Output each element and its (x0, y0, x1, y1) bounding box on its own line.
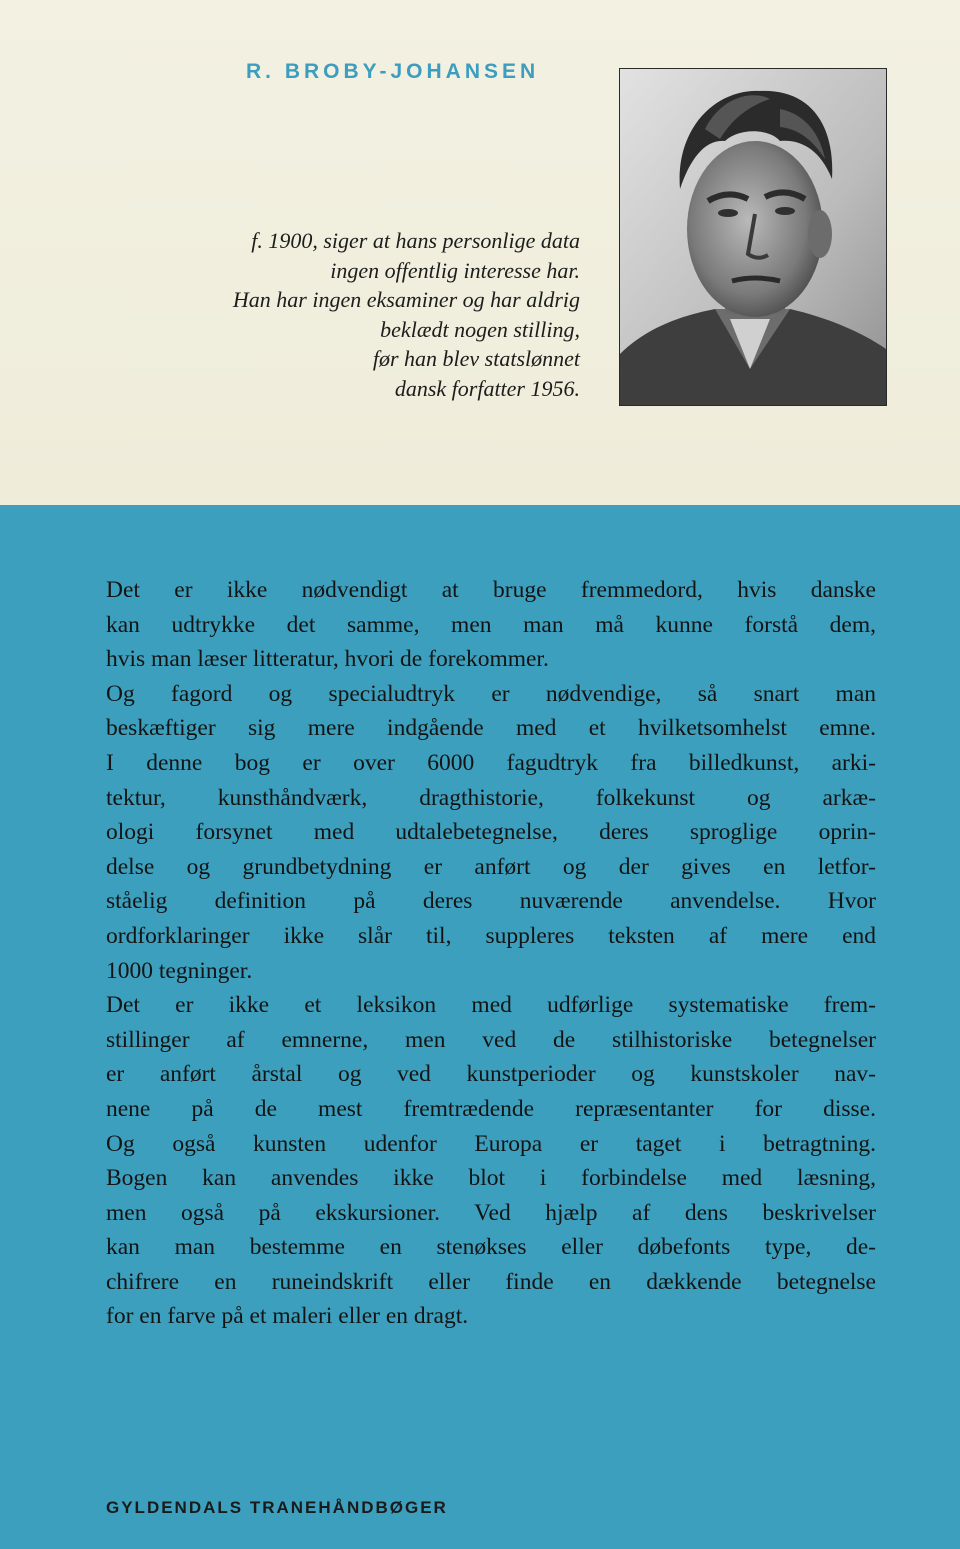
description-line: ordforklaringer ikke slår til, suppleres teksten af mere end (106, 922, 876, 949)
description-line: for en farve på et maleri eller en dragt. (106, 1303, 469, 1330)
description-line: chifrere en runeindskrift eller finde en dækkende betegnelse (106, 1268, 876, 1295)
bio-line: før han blev statslønnet (372, 346, 580, 371)
bio-line: Han har ingen eksaminer og har aldrig (232, 287, 580, 312)
description-line: Det er ikke nødvendigt at bruge fremmedord, hvis danske (106, 577, 876, 603)
description-line: Og også kunsten udenfor Europa er taget i betragtning. (106, 1130, 876, 1157)
description-line: beskæftiger sig mere indgående med et hvilketsomhelst emne. (106, 715, 876, 742)
description-line: kan man bestemme en stenøkses eller døbefonts type, de- (106, 1234, 876, 1261)
description-line: 1000 tegninger. (106, 957, 253, 984)
bio-line: ingen offentlig interesse har. (330, 257, 580, 283)
description-line: ståelig definition på deres nuværende anvendelse. Hvor (106, 888, 876, 915)
description-line: Det er ikke et leksikon med udførlige systematiske frem- (106, 992, 876, 1019)
author-name: R. BROBY-JOHANSEN (246, 60, 540, 83)
cream-top-panel (0, 0, 960, 505)
author-portrait-photo (619, 68, 887, 406)
book-description (106, 573, 876, 1334)
description-line: nene på de mest fremtrædende repræsentanter for disse. (106, 1095, 876, 1122)
description-line: I denne bog er over 6000 fagudtryk fra billedkunst, arki- (106, 749, 876, 776)
portrait-illustration (620, 69, 886, 405)
description-line: delse og grundbetydning er anført og der gives en letfor- (106, 853, 876, 880)
author-bio (180, 226, 580, 403)
description-line: hvis man læser litteratur, hvori de forekommer. (106, 646, 549, 673)
publisher-series: GYLDENDALS TRANEHÅNDBØGER (106, 1498, 448, 1517)
description-line: men også på ekskursioner. Ved hjælp af dens beskrivelser (106, 1199, 876, 1226)
description-line: er anført årstal og ved kunstperioder og kunstskoler nav- (106, 1061, 876, 1088)
description-line: ologi forsynet med udtalebetegnelse, deres sproglige oprin- (106, 819, 876, 846)
description-line: stillinger af emnerne, men ved de stilhistoriske betegnelser (106, 1026, 876, 1053)
bio-line: f. 1900, siger at hans personlige data (251, 228, 580, 253)
description-line: Og fagord og specialudtryk er nødvendige, så snart man (106, 680, 876, 707)
description-line: tektur, kunsthåndværk, dragthistorie, folkekunst og arkæ- (106, 784, 876, 811)
description-line: kan udtrykke det samme, men man må kunne forstå dem, (106, 611, 876, 638)
bio-line: dansk forfatter 1956. (394, 375, 580, 401)
bio-line: beklædt nogen stilling, (380, 316, 580, 342)
description-line: Bogen kan anvendes ikke blot i forbindelse med læsning, (106, 1165, 876, 1192)
